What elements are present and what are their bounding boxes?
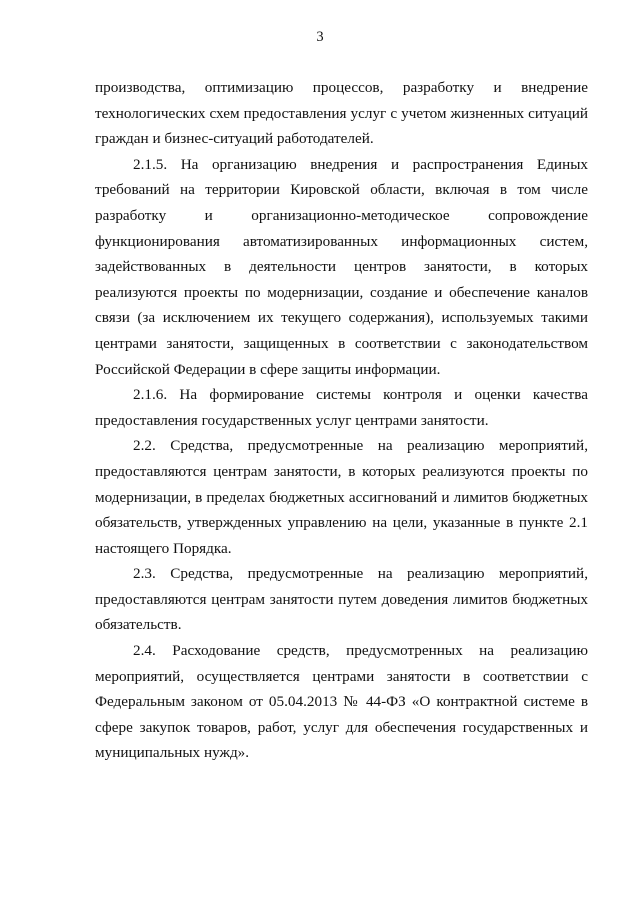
paragraph-2-3: 2.3. Средства, предусмотренные на реализацию мероприятий, предоставляются центрам занятости путем доведения лимитов бюджетных обязательств. xyxy=(95,565,588,634)
paragraph-2-1-5: 2.1.5. На организацию внедрения и распространения Единых требований на территории Кировской области, включая в том числе разработку и организационно-методическое сопровождение функционирования автоматизированных информационных систем, задействованных в деятельности центров занятости, в которых реализуются проекты по модернизации, создание и обеспечение каналов связи (за исключением их текущего содержания), используемых такими центрами занятости, защищенных в соответствии с законодательством Российской Федерации в сфере защиты информации. xyxy=(95,155,588,378)
paragraph-2-1-6: 2.1.6. На формирование системы контроля и оценки качества предоставления государственных услуг центрами занятости. xyxy=(95,386,588,429)
page-number: 3 xyxy=(316,29,324,45)
document-body xyxy=(95,75,588,766)
paragraph-2-2: 2.2. Средства, предусмотренные на реализацию мероприятий, предоставляются центрам занятости, в которых реализуются проекты по модернизации, в пределах бюджетных ассигнований и лимитов бюджетных обязательств, утвержденных управлению на цели, указанные в пункте 2.1 настоящего Порядка. xyxy=(95,437,588,557)
paragraph-2-4: 2.4. Расходование средств, предусмотренных на реализацию мероприятий, осуществляется центрами занятости в соответствии с Федеральным законом от 05.04.2013 № 44-ФЗ «О контрактной системе в сфере закупок товаров, работ, услуг для обеспечения государственных и муниципальных нужд». xyxy=(95,642,588,762)
paragraph-continuation: производства, оптимизацию процессов, разработку и внедрение технологических схем предоставления услуг с учетом жизненных ситуаций граждан и бизнес-ситуаций работодателей. xyxy=(95,79,588,148)
